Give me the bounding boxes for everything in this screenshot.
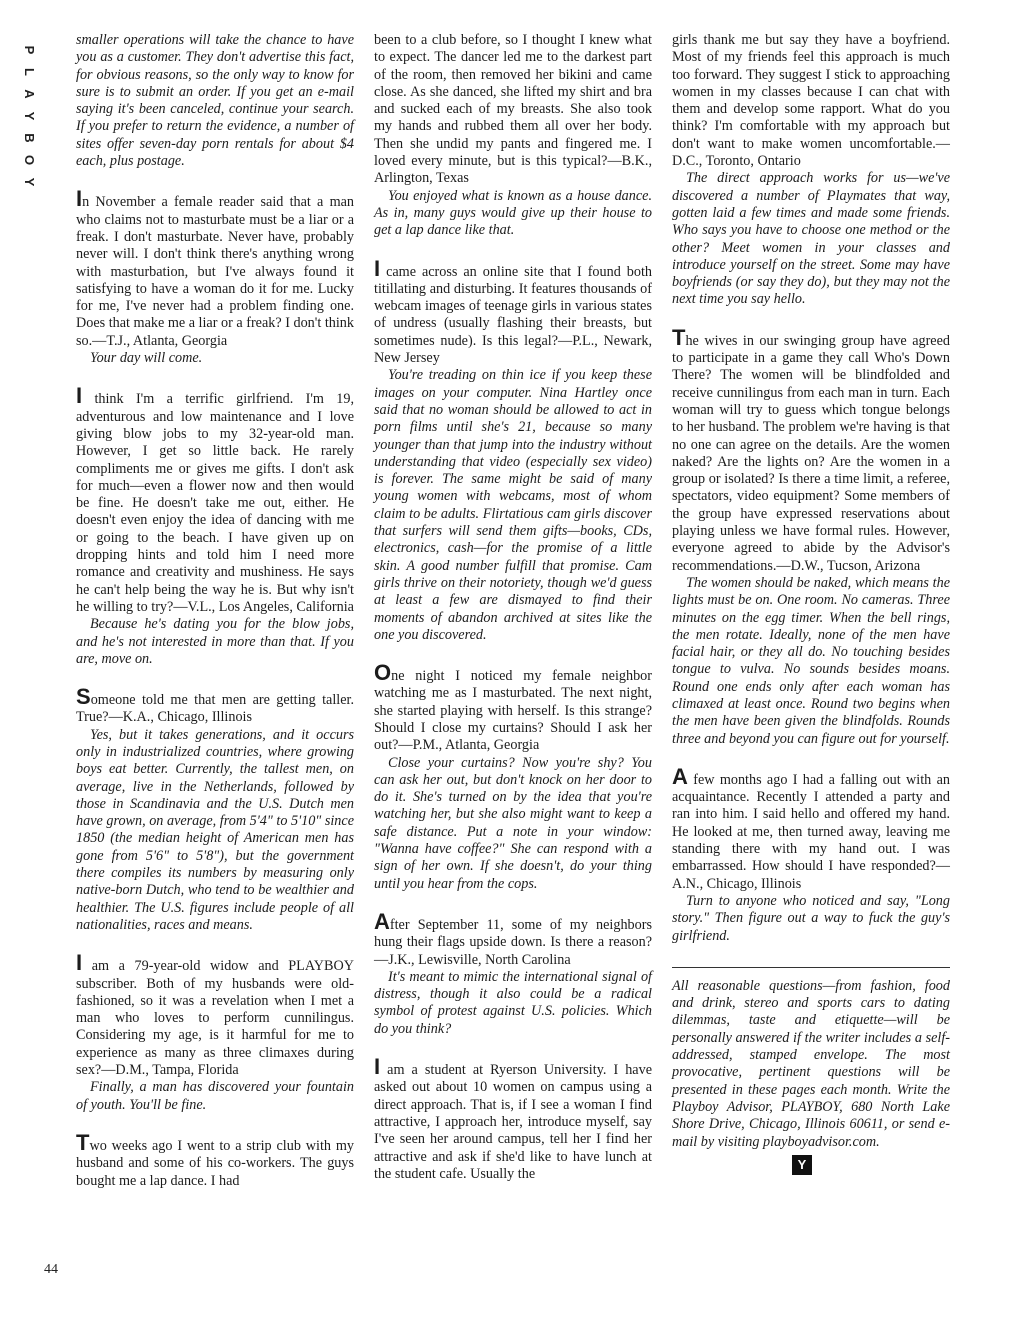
advisor-answer: Yes, but it takes generations, and it occurs only in industrialized countries, where growing boys eat better. Currently, the tallest men, on average, live in the Netherlands, followed by those in Scandinavia and the U.S. Dutch men have grown, on average, from 5'4" to 5'10" since 1850 (the median height of American men has gone from 5'6" to 5'8"), but the government there compiles its numbers by measuring only native-born Dutch, who tend to be wealthier and healthier. The U.S. figures include people of all nationalities, races and means. bbox=[76, 726, 354, 933]
letter-block bbox=[374, 1054, 652, 1183]
advisor-answer: You're treading on thin ice if you keep these images on your computer. Nina Hartley once said that no woman should be allowed to act in porn films until she's 21, because so many younger than that jump into the industry without understanding that video (especially sex video) is forever. The same might be said of many young women with webcams, most of whom claim to be adults. Flirtatious cam girls discover that surfers will send them gifts—books, CDs, electronics, cash—for the promise of a little skin. A good number fulfill that promise. Cam girls thrive on their notoriety, though we'd guess at least a few are dismayed to find their moments of abandon archived at sites like the one you discovered. bbox=[374, 367, 652, 643]
advisor-answer: It's meant to mimic the international signal of distress, though it also could be a radical symbol of protest against U.S. policies. Which do you think? bbox=[374, 968, 652, 1037]
letter-question bbox=[76, 950, 354, 1079]
column-2 bbox=[374, 32, 652, 1205]
advisor-answer: Close your curtains? Now you're shy? You can ask her out, but don't knock on her door to do it. She's turned on by the idea that you're watching her, but she also might want to keep a safe distance. Put a note in your window: "Wanna have coffee?" She can respond with a sign of her own. If she doesn't, do your thing until you hear from the cops. bbox=[374, 754, 652, 892]
question-text: he wives in our swinging group have agreed to participate in a game they call Who's Down There? The women will be blindfolded and receive cunnilingus from each man in turn. Each woman will try to guess which tongue belongs to her husband. The problem we're having is that no one can agree on the details. Are the women naked? Are the lights on? Are the women in a group or isolated? Is there a time limit, a referee, spectators, video equipment? Some members of the group have expressed reservations about playing unless we have formal rules. However, everyone agreed to abide by the Advisor's recommendations.—D.W., Tucson, Arizona bbox=[672, 332, 950, 574]
letter-block bbox=[76, 383, 354, 668]
masthead-letter: O bbox=[22, 154, 37, 172]
letters-list bbox=[672, 324, 950, 945]
advisor-answer: You enjoyed what is known as a house dance. As in, many guys would give up their house to get a lap dance like that. bbox=[374, 187, 652, 239]
advisor-answer: Because he's dating you for the blow jobs, and he's not interested in more than that. If you are, move on. bbox=[76, 616, 354, 667]
letter-continued bbox=[374, 32, 652, 240]
letter-block bbox=[76, 950, 354, 1114]
drop-letter: I bbox=[76, 383, 83, 409]
advisor-answer: The direct approach works for us—we've discovered a number of Playmates that way, gotten laid a few times and made some friends. Who says you have to choose one method or the other? Meet women in your classes and introduce yourself on the street. Some may have boyfriends (or say they do), but they may not the next time you say hello. bbox=[672, 170, 950, 308]
drop-letter: A bbox=[374, 908, 390, 934]
letter-block bbox=[672, 763, 950, 945]
question-text: ne night I noticed my female neighbor watching me as I masturbated. The next night, she started playing with herself. Is this strange? Should I close my curtains? Should I ask her out?—P.M., Atlanta, Georgia bbox=[374, 668, 652, 754]
masthead-letter: L bbox=[22, 68, 37, 82]
advisor-footer-note: All reasonable questions—from fashion, food and drink, stereo and sports cars to dating dilemmas, taste and etiquette—will be personally answered if the writer includes a self-addressed, stamped envelope. The most provocative, pertinent questions will be presented in these pages each month. Write the Playboy Advisor, PLAYBOY, 680 North Lake Shore Drive, Chicago, Illinois 60611, or send e-mail by visiting playboyadvisor.com. bbox=[672, 977, 950, 1150]
masthead-letter: B bbox=[22, 133, 37, 149]
letter-block bbox=[76, 684, 354, 934]
vertical-masthead bbox=[18, 42, 40, 196]
letter-block bbox=[374, 255, 652, 645]
letter-block bbox=[672, 324, 950, 748]
question-text: omeone told me that men are getting taller. True?—K.A., Chicago, Illinois bbox=[76, 692, 354, 726]
question-text: n November a female reader said that a man who claims not to masturbate must be a liar or a freak. I don't masturbate. Never have, probably never will. I don't think there's anything wrong with masturbation, but I've always found it satisfying to have a woman do it for me. Lucky for me, I've never had a problem finding one. Does that make me a liar or a freak? I don't think so.—T.J., Atlanta, Georgia bbox=[76, 194, 354, 349]
advisor-answer: The women should be naked, which means the lights must be on. One room. No cameras. Three minutes on the egg timer. When the bell rings, the men rotate. Ideally, none of the men have facial hair, or they all do. No touching besides tongue to vulva. No sounds besides moans. Round one ends only after each woman has climaxed at least once. Round two begins when the men have been given the blindfolds. Rounds three and beyond you can figure out for yourself. bbox=[672, 574, 950, 747]
letter-continued bbox=[672, 32, 950, 309]
drop-letter: I bbox=[374, 255, 381, 281]
divider bbox=[672, 967, 950, 968]
drop-letter: I bbox=[374, 1054, 381, 1080]
letters-list bbox=[374, 255, 652, 1184]
question-text: few months ago I had a falling out with an acquaintance. Recently I attended a party and ran into him. I said hello and offered my hand. He looked at me, then turned away, leaving me standing there with my hand out. I was embarrassed. How should I have responded?—A.N., Chicago, Illinois bbox=[672, 771, 950, 892]
continued-answer: smaller operations will take the chance to have you as a customer. They don't advertise this fact, for obvious reasons, so the only way to know for sure is to submit an order. If you get an e-mail saying it's been canceled, continue your search. If you prefer to return the evidence, a number of sites offer seven-day porn rentals for about $4 each, plus postage. bbox=[76, 32, 354, 170]
masthead-letter: P bbox=[22, 45, 37, 61]
column-3 bbox=[672, 32, 950, 1175]
drop-letter: O bbox=[374, 660, 392, 686]
letter-question bbox=[374, 1054, 652, 1183]
masthead-letter: A bbox=[22, 89, 37, 105]
drop-letter: S bbox=[76, 684, 91, 710]
letter-question bbox=[76, 1129, 354, 1190]
letter-question bbox=[76, 684, 354, 727]
question-text: am a student at Ryerson University. I have asked out about 10 women on campus using a direct approach. That is, if I see a woman I find attractive, I approach her, introduce myself, say I've seen her around campus, tell her I find her attractive and ask if she'd like to have lunch at the student cafe. Usually the bbox=[374, 1062, 652, 1182]
letter-block bbox=[76, 186, 354, 367]
question-text: came across an online site that I found both titillating and disturbing. It features thousands of webcam images of teenage girls in various states of undress (usually flashing their breasts, but sometimes nude). Is this legal?—P.L., Newark, New Jersey bbox=[374, 263, 652, 367]
drop-letter: T bbox=[672, 324, 686, 350]
question-text: think I'm a terrific girlfriend. I'm 19, adventurous and low maintenance and I love giving blow jobs to my 32-year-old man. However, I get so little back. He rarely compliments me or gives me gifts. I don't ask for much—even a flower now and then would be fine. He doesn't take me out, either. He doesn't even enjoy the idea of dancing with me or going to the beach. I have given up on dropping hints and told him I need more romance and creativity and mushiness. He says he can't help being the way he is. But why isn't he willing to try?—V.L., Los Angeles, California bbox=[76, 391, 354, 615]
end-mark-icon: Y bbox=[792, 1155, 812, 1175]
letter-question bbox=[374, 255, 652, 368]
letter-question bbox=[672, 324, 950, 575]
advisor-answer: Turn to anyone who noticed and say, "Long story." Then figure out a way to fuck the guy's girlfriend. bbox=[672, 892, 950, 944]
letter-question bbox=[672, 763, 950, 893]
drop-letter: I bbox=[76, 186, 83, 212]
letter-block bbox=[374, 908, 652, 1038]
letter-question bbox=[374, 908, 652, 969]
drop-letter: A bbox=[672, 763, 688, 789]
letter-question bbox=[76, 186, 354, 350]
column-1 bbox=[76, 32, 354, 1212]
letter-question bbox=[374, 660, 652, 754]
advisor-answer: Finally, a man has discovered your fountain of youth. You'll be fine. bbox=[76, 1079, 354, 1113]
letter-question: girls thank me but say they have a boyfriend. Most of my friends feel this approach is much too forward. They suggest I stick to approaching women in my classes because I can chat with them and develop some rapport. What do you think? I'm comfortable with my approach but don't want to make women uncomfortable.—D.C., Toronto, Ontario bbox=[672, 32, 950, 170]
question-text: wo weeks ago I went to a strip club with my husband and some of his co-workers. The guys bought me a lap dance. I had bbox=[76, 1137, 354, 1189]
question-text: am a 79-year-old widow and PLAYBOY subscriber. Both of my husbands were old-fashioned, so it was a revelation when I met a man who loves to perform cunnilingus. Considering my age, is it harmful for me to experience as many as three climaxes during sex?—D.M., Tampa, Florida bbox=[76, 958, 354, 1079]
masthead-letter: Y bbox=[22, 177, 37, 193]
letter-question: been to a club before, so I thought I knew what to expect. The dancer led me to the darkest part of the room, then removed her bikini and came close. As she danced, she lifted my shirt and bra and sucked each of my breasts. She also took my hands and rubbed them all over her body. Then she undid my pants and fingered me. I loved every minute, but is this typical?—B.K., Arlington, Texas bbox=[374, 32, 652, 187]
letter-block bbox=[76, 1129, 354, 1190]
letters-list bbox=[76, 186, 354, 1189]
letter-block bbox=[374, 660, 652, 893]
drop-letter: T bbox=[76, 1129, 90, 1155]
drop-letter: I bbox=[76, 950, 83, 976]
page-number: 44 bbox=[44, 1262, 58, 1277]
masthead-letter: Y bbox=[22, 111, 37, 127]
letter-question bbox=[76, 383, 354, 616]
advisor-answer: Your day will come. bbox=[90, 350, 203, 367]
question-text: fter September 11, some of my neighbors hung their flags upside down. Is there a reason?—J.K., Lewisville, North Carolina bbox=[374, 916, 652, 968]
